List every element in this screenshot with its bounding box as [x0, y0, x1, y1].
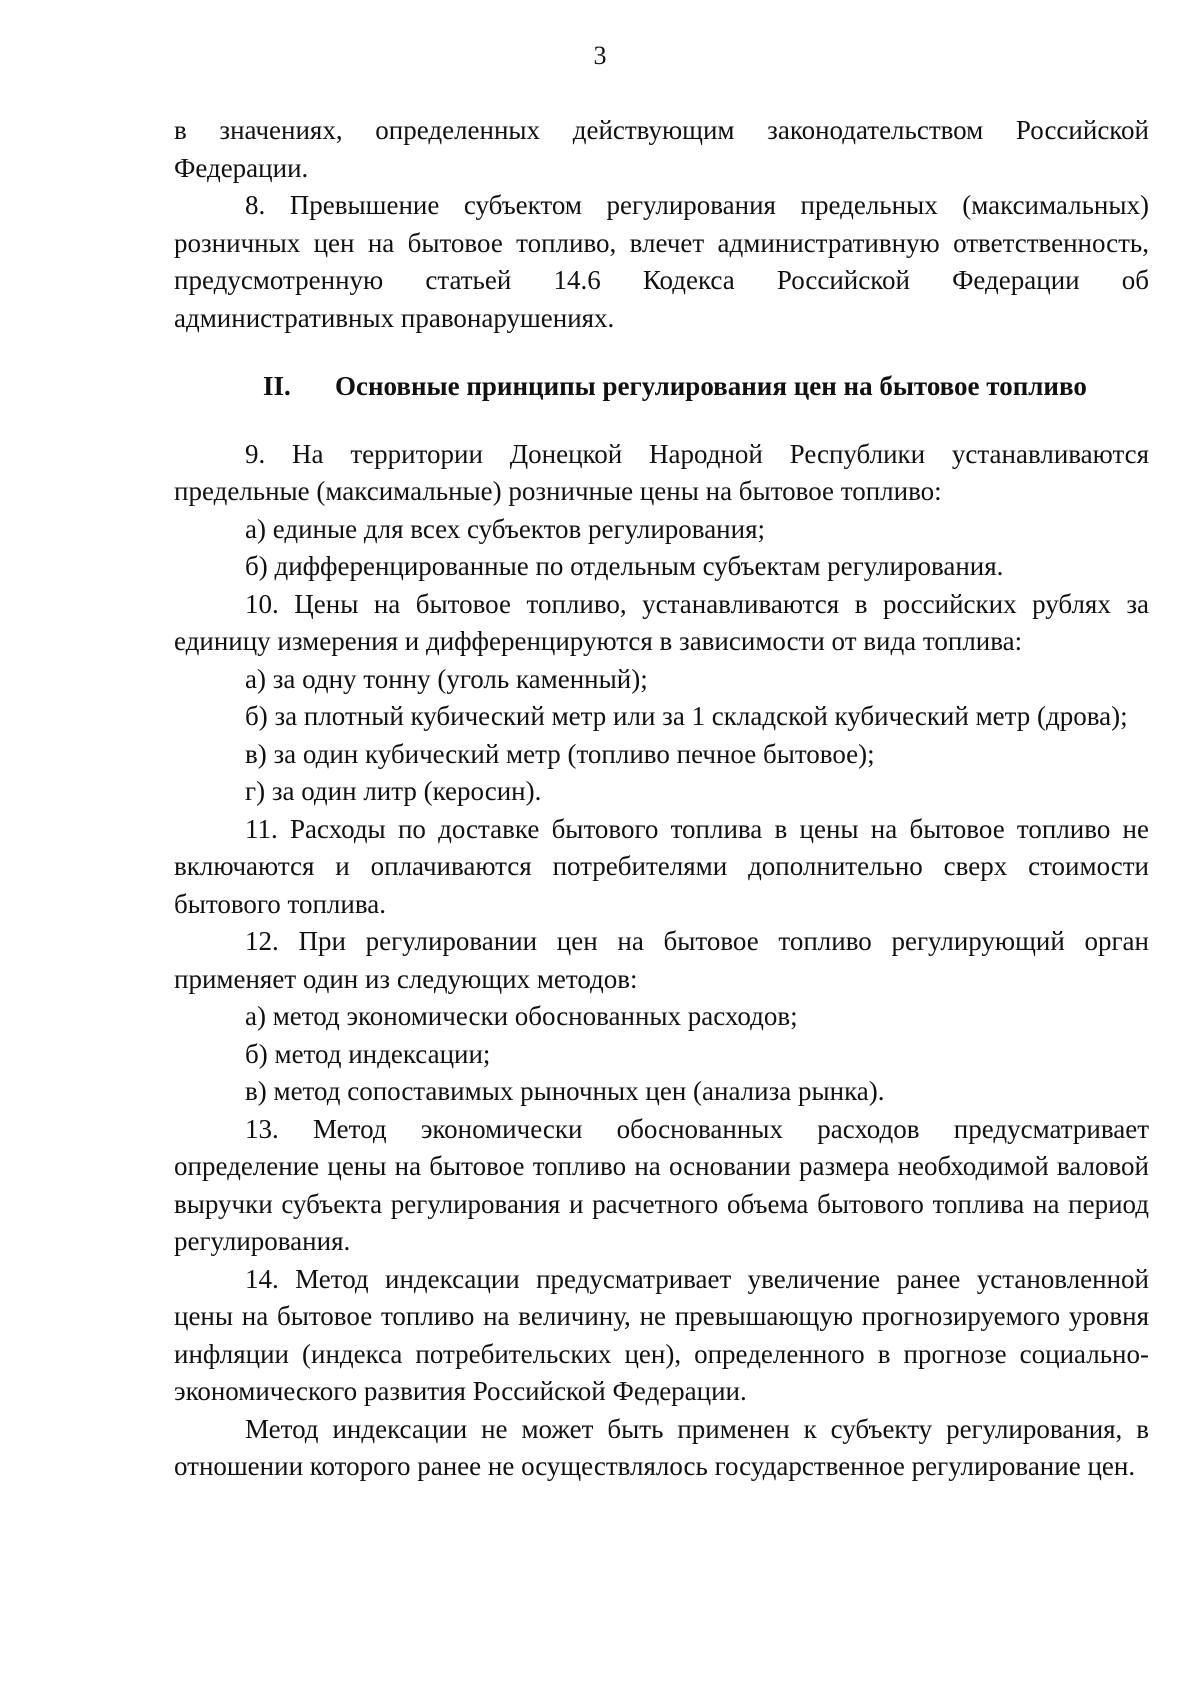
paragraph-14: 14. Метод индексации предусматривает увеличение ранее установленной цены на бытовое топливо на величину, не превышающую прогнозируемого уровня инфляции (индекса потребительских цен), определенного в прогнозе социально-экономического развития Российской Федерации. [174, 1263, 1149, 1406]
section-number: II. [263, 371, 291, 401]
section-title: Основные принципы регулирования цен на бытовое топливо [335, 371, 1087, 401]
paragraph-13: 13. Метод экономически обоснованных расходов предусматривает определение цены на бытовое топливо на основании размера необходимой валовой выручки субъекта регулирования и расчетного объема бытового топлива на период регулирования. [174, 1113, 1149, 1256]
list-item-9b: б) дифференцированные по отдельным субъектам регулирования. [245, 551, 1004, 581]
page-number: 3 [593, 41, 607, 70]
document-body [174, 112, 1149, 1486]
section-heading [174, 368, 1149, 406]
paragraph-9: 9. На территории Донецкой Народной Республики устанавливаются предельные (максимальные) розничные цены на бытовое топливо: [174, 438, 1149, 506]
list-item-12c: в) метод сопоставимых рыночных цен (анализа рынка). [245, 1076, 885, 1106]
paragraph-12: 12. При регулировании цен на бытовое топливо регулирующий орган применяет один из следующих методов: [174, 926, 1149, 994]
paragraph-10: 10. Цены на бытовое топливо, устанавливаются в российских рублях за единицу измерения и дифференцируются в зависимости от вида топлива: [174, 588, 1149, 656]
list-item-10c: в) за один кубический метр (топливо печное бытовое); [245, 738, 875, 769]
paragraph-continuation: в значениях, определенных действующим законодательством Российской Федерации. [174, 115, 1149, 183]
list-item-10d: г) за один литр (керосин). [245, 776, 542, 806]
list-item-12a: а) метод экономически обоснованных расходов; [245, 1001, 798, 1031]
list-item-12b: б) метод индексации; [245, 1038, 491, 1069]
paragraph-8: 8. Превышение субъектом регулирования предельных (максимальных) розничных цен на бытовое топливо, влечет административную ответственность, предусмотренную статьей 14.6 Кодекса Российской Федерации об административных правонарушениях. [174, 190, 1149, 333]
list-item-10a: а) за одну тонну (уголь каменный); [245, 663, 648, 694]
list-item-10b: б) за плотный кубический метр или за 1 складской кубический метр (дрова); [245, 701, 1128, 731]
list-item-9a: а) единые для всех субъектов регулирования; [245, 513, 766, 544]
paragraph-14-continuation: Метод индексации не может быть применен к субъекту регулирования, в отношении которого ранее не осуществлялось государственное регулирование цен. [174, 1413, 1149, 1481]
paragraph-11: 11. Расходы по доставке бытового топлива в цены на бытовое топливо не включаются и оплачиваются потребителями дополнительно сверх стоимости бытового топлива. [174, 813, 1149, 919]
